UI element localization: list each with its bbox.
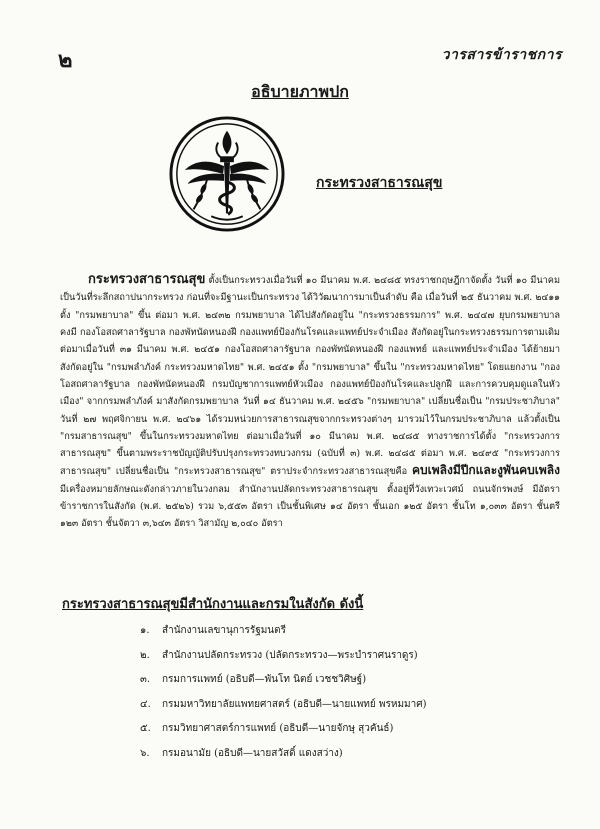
list-item-number: ๕. (140, 723, 151, 734)
list-item-number: ๓. (140, 674, 151, 685)
list-item (140, 747, 427, 772)
emblem-caption: กระทรวงสาธารณสุข (316, 175, 443, 191)
list-item (140, 698, 427, 723)
list-item-number: ๑. (140, 625, 150, 636)
section-heading: อธิบายภาพปก (251, 82, 349, 101)
emblem-description: คบเพลิงมีปีกและงูพันคบเพลิง (411, 463, 560, 478)
list-item-text: กรมวิทยาศาสตร์การแพทย์ (อธิบดี—นายจักษุ สุวคันธ์) (162, 723, 394, 734)
list-item-number: ๒. (140, 649, 150, 661)
body-paragraph (60, 271, 560, 532)
list-item-text: สำนักงานเลขานุการรัฐมนตรี (162, 625, 286, 636)
body-text-part-1: ตั้งเป็นกระทรวงเมื่อวันที่ ๑๐ มีนาคม พ.ศ. ๒๔๘๕ ทรงราชกฤษฎีกาจัดตั้ง วันที่ ๑๐ มีนาคม เป็นวันที่ระลึกสถาปนากระทรวง ก่อนที่จะมีฐานะเป็นกระทรวง ได้วิวัฒนาการมาเป็นลำดับ คือ เมื่อวันที่ ๒๕ ธันวาคม พ.ศ. ๒๔๑๑ ตั้ง "กรมพยาบาล" ขึ้น ต่อมา พ.ศ. ๒๔๓๒ กรมพยาบาล ได้ไปสังกัดอยู่ใน "กระทรวงธรรมการ" พ.ศ. ๒๔๔๗ ยุบกรมพยาบาล คงมี กองโอสถศาลารัฐบาล กองพัทนัดหนองฝี กองแพทย์ป้องกันโรคและแพทย์ประจำเมือง สังกัดอยู่ในกระทรวงธรรมการตามเดิม ต่อมาเมื่อวันที่ ๓๑ มีนาคม พ.ศ. ๒๔๕๑ กองโอสถศาลารัฐบาล กองพัทนัดหนองฝี กองแพทย์ และแพทย์ประจำเมือง ได้ย้ายมาสังกัดอยู่ใน "กรมพลำภังค์ กระทรวงมหาดไทย" พ.ศ. ๒๔๕๑ ตั้ง "กรมพยาบาล" ขึ้นใน "กระทรวงมหาดไทย" โดยแยกงาน "กองโอสถศาลารัฐบาล กองพัทนัดหนองฝี กรมบัญชาการแพทย์หัวเมือง กองแพทย์ป้องกันโรคและปลูกฝี และการควบคุมดูแลในหัวเมือง" จากกรมพลำภังค์ มาสังกัดกรมพยาบาล วันที่ ๑๔ ธันวาคม พ.ศ. ๒๔๕๖ "กรมพยาบาล" เปลี่ยนชื่อเป็น "กรมประชาภิบาล" วันที่ ๒๗ พฤศจิกายน พ.ศ. ๒๔๖๑ ได้รวมหน่วยการสาธารณสุขจากกระทรวงต่างๆ มารวมไว้ในกรมประชาภิบาล แล้วตั้งเป็น "กรมสาธารณสุข" ขึ้นในกระทรวงมหาดไทย ต่อมาเมื่อวันที่ ๑๐ มีนาคม พ.ศ. ๒๔๘๕ ทางราชการได้ตั้ง "กระทรวงการสาธารณสุข" ขึ้นตามพระราชบัญญัติปรับปรุงกระทรวงทบวงกรม (ฉบับที่ ๓) พ.ศ. ๒๔๘๕ ต่อมา พ.ศ. ๒๔๙๕ "กระทรวงการสาธารณสุข" เปลี่ยนชื่อเป็น "กระทรวงสาธารณสุข" ตราประจำกระทรวงสาธารณสุขคือ (60, 275, 560, 478)
agency-list (140, 624, 427, 771)
body-text-part-2: มีเครื่องหมายลักษณะดังกล่าวภายในวงกลม สำนักงานปลัดกระทรวงสาธารณสุข ตั้งอยู่ที่วังเทวะเวศม์ ถนนจักรพงษ์ มีอัตราข้าราชการในสังกัด (พ.ศ. ๒๕๒๖) รวม ๖,๕๕๓ อัตรา เป็นชั้นพิเศษ ๑๔ อัตรา ชั้นเอก ๑๒๕ อัตรา ชั้นโท ๑,๐๓๓ อัตรา ชั้นตรี ๑๒๓ อัตรา ชั้นจัตวา ๓,๖๔๓ อัตรา วิสามัญ ๒,๐๔๐ อัตรา (60, 483, 560, 530)
running-header: วารสารข้าราชการ (441, 47, 562, 63)
list-item (140, 722, 427, 747)
list-item-number: ๔. (140, 698, 151, 710)
list-item-text: กรมมหาวิทยาลัยแพทยศาสตร์ (อธิบดี—นายแพทย์ พรหมมาศ) (162, 698, 427, 710)
ministry-seal-icon (168, 115, 286, 233)
list-item (140, 649, 427, 674)
list-item-number: ๖. (140, 747, 150, 759)
agency-list-heading: กระทรวงสาธารณสุขมีสำนักงานและกรมในสังกัด ดังนี้ (62, 597, 364, 612)
list-item-text: กรมอนามัย (อธิบดี—นายสวัสดิ์ แดงสว่าง) (162, 747, 343, 759)
lead-term: กระทรวงสาธารณสุข (88, 272, 206, 288)
list-item-text: สำนักงานปลัดกระทรวง (ปลัดกระทรวง—พระบำราศนราดูร) (162, 649, 418, 661)
page-number: ๒ (58, 47, 73, 73)
list-item (140, 624, 427, 649)
list-item-text: กรมการแพทย์ (อธิบดี—พันโท นิตย์ เวชชวิศิษฐ์) (162, 674, 367, 685)
list-item (140, 673, 427, 698)
